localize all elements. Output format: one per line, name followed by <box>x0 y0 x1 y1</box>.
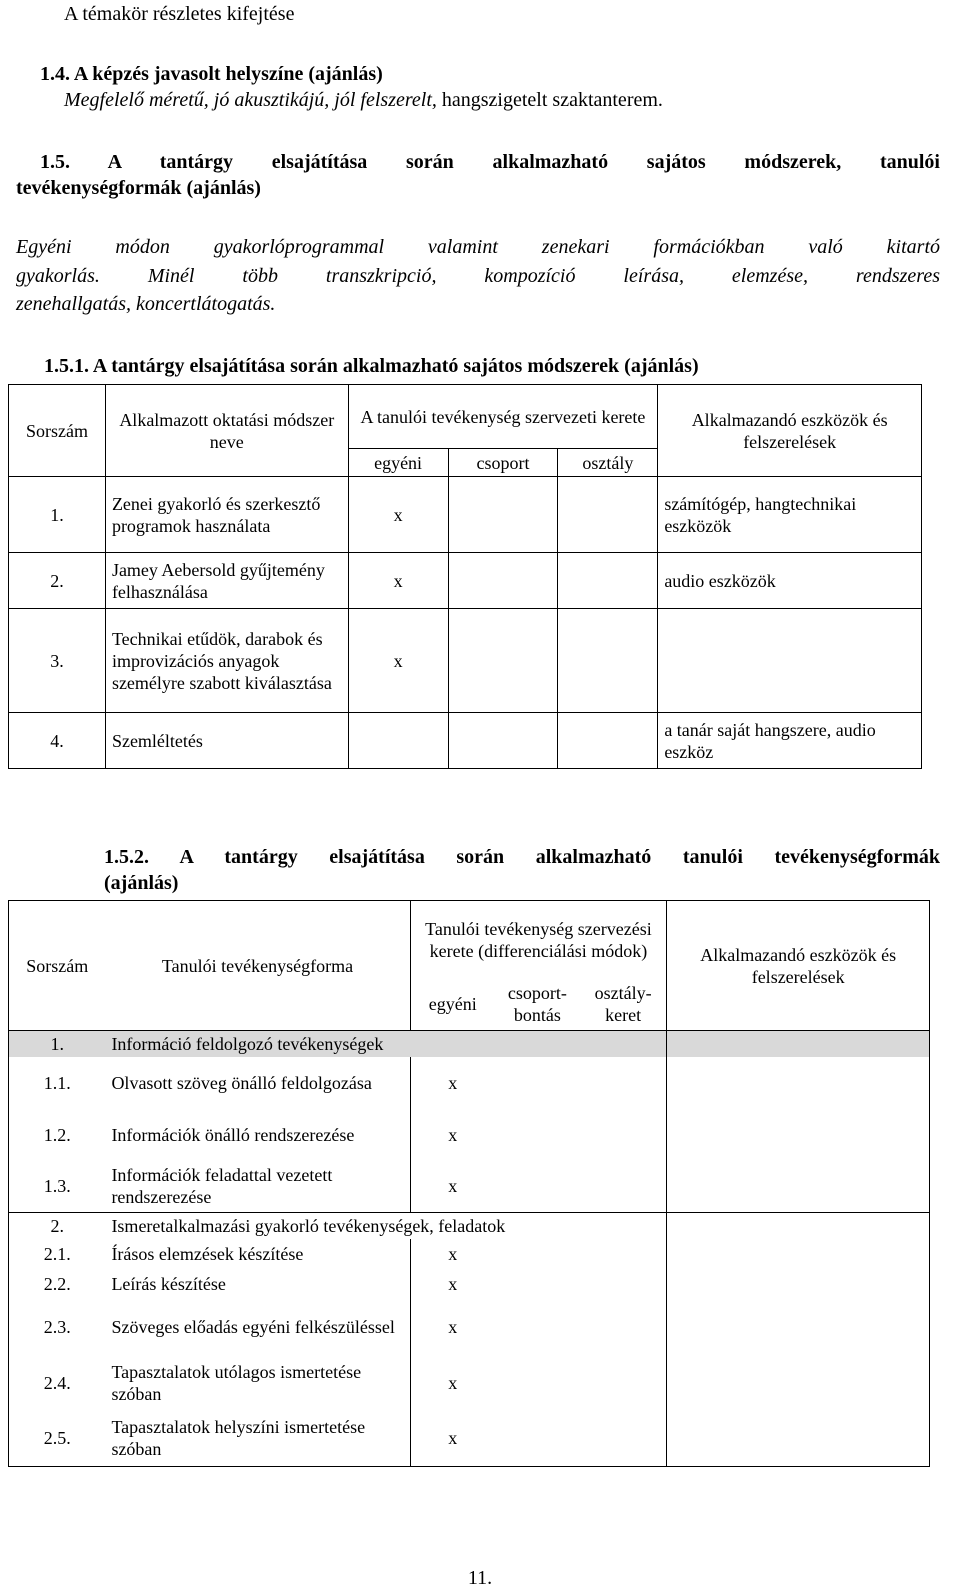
activity-forms-table <box>8 900 930 1467</box>
table-row <box>9 713 922 769</box>
row-tools <box>667 1057 930 1109</box>
row-osztalykeret <box>580 1161 667 1213</box>
section-1-4-title: 1.4. A képzés javasolt helyszíne (ajánlás) <box>40 63 383 85</box>
section-1-4-body-plain: hangszigetelt szaktanterem. <box>436 89 663 111</box>
row-csoport <box>448 553 558 609</box>
table-row <box>9 1411 930 1467</box>
methods-table <box>8 384 922 769</box>
table-1-heading: 1.5.1. A tantárgy elsajátítása során alkalmazható sajátos módszerek (ajánlás) <box>44 355 699 377</box>
header-form: Tanulói tevékenységforma <box>105 901 410 1031</box>
row-csoportbontas <box>495 1109 580 1161</box>
row-egyeni: x <box>348 477 448 553</box>
row-tools <box>667 1299 930 1355</box>
header-frame: Tanulói tevékenység szervezési kerete (differenciálási módok) <box>410 901 667 979</box>
row-tools <box>667 1269 930 1299</box>
row-osztalykeret <box>580 1239 667 1269</box>
header-sorszam: Sorszám <box>9 901 106 1031</box>
table-2-heading-line2: (ajánlás) <box>104 872 179 894</box>
row-csoportbontas <box>495 1161 580 1213</box>
table-row <box>9 1161 930 1213</box>
section-1-5-para-line3: zenehallgatás, koncertlátogatás. <box>16 293 276 315</box>
row-number: 2.2. <box>9 1269 106 1299</box>
table-2-heading-line1: 1.5.2. A tantárgy elsajátítása során alkalmazható tanulói tevékenységformák <box>104 846 940 868</box>
row-csoportbontas <box>495 1355 580 1411</box>
table-row <box>9 1269 930 1299</box>
table-row <box>9 609 922 713</box>
header-osztalykeret: osztály-keret <box>594 983 652 1026</box>
row-number: 2.3. <box>9 1299 106 1355</box>
page-number: 11. <box>467 1567 493 1589</box>
table-row <box>9 1109 930 1161</box>
row-csoport <box>448 713 558 769</box>
row-osztaly <box>558 609 658 713</box>
group-row <box>9 1031 930 1057</box>
row-number: 3. <box>9 609 106 713</box>
section-1-5-para-line1: Egyéni módon gyakorlóprogrammal valamint zenekari formációkban való kitartó <box>16 236 940 258</box>
row-number: 1.1. <box>9 1057 106 1109</box>
row-number: 1.3. <box>9 1161 106 1213</box>
row-egyeni: x <box>410 1411 495 1467</box>
row-tools: a tanár saját hangszere, audio eszköz <box>658 713 922 769</box>
row-tools <box>667 1411 930 1467</box>
row-form: Írásos elemzések készítése <box>111 1243 304 1264</box>
row-csoportbontas <box>495 1057 580 1109</box>
row-form: Információk feladattal vezetett rendszerezése <box>111 1165 333 1208</box>
row-number: 2.4. <box>9 1355 106 1411</box>
table-row <box>9 1299 930 1355</box>
row-tools <box>667 1239 930 1269</box>
row-form: Tapasztalatok utólagos ismertetése szóban <box>111 1361 362 1404</box>
header-egyeni: egyéni <box>410 979 495 1031</box>
row-tools <box>667 1031 930 1057</box>
row-egyeni <box>348 713 448 769</box>
section-1-4-body-italic: Megfelelő méretű, jó akusztikájú, jól felszerelt, <box>64 89 437 111</box>
row-osztaly <box>558 553 658 609</box>
row-osztalykeret <box>580 1355 667 1411</box>
header-osztaly: osztály <box>558 449 658 477</box>
row-tools: audio eszközök <box>658 553 922 609</box>
row-csoportbontas <box>495 1299 580 1355</box>
row-form: Szöveges előadás egyéni felkészüléssel <box>111 1316 395 1337</box>
row-egyeni: x <box>410 1355 495 1411</box>
row-tools <box>667 1355 930 1411</box>
header-method: Alkalmazott oktatási módszer neve <box>105 385 348 477</box>
row-tools <box>667 1109 930 1161</box>
table-row <box>9 553 922 609</box>
header-csoportbontas: csoport-bontás <box>507 983 567 1026</box>
row-egyeni: x <box>410 1057 495 1109</box>
row-form: Leírás készítése <box>111 1273 226 1294</box>
row-number: 2. <box>9 553 106 609</box>
row-form: Információk önálló rendszerezése <box>111 1124 355 1145</box>
header-tools: Alkalmazandó eszközök és felszerelések <box>658 385 922 477</box>
row-form: Tapasztalatok helyszíni ismertetése szóban <box>105 1411 410 1467</box>
row-number: 2.5. <box>9 1411 106 1467</box>
row-form: Ismeretalkalmazási gyakorló tevékenységek, feladatok <box>105 1213 666 1239</box>
group-row <box>9 1213 930 1239</box>
table-row <box>9 1355 930 1411</box>
row-osztaly <box>558 477 658 553</box>
row-method: Szemléltetés <box>105 713 348 769</box>
row-number: 1. <box>9 477 106 553</box>
row-csoportbontas <box>495 1239 580 1269</box>
row-egyeni: x <box>410 1161 495 1213</box>
row-egyeni: x <box>410 1109 495 1161</box>
row-osztalykeret <box>580 1269 667 1299</box>
row-osztalykeret <box>580 1299 667 1355</box>
section-1-4-body <box>64 88 663 112</box>
row-number: 2. <box>9 1213 106 1239</box>
row-method: Jamey Aebersold gyűjtemény felhasználása <box>105 553 348 609</box>
row-tools <box>667 1161 930 1213</box>
row-csoportbontas <box>495 1269 580 1299</box>
top-heading: A témakör részletes kifejtése <box>64 3 295 25</box>
row-method: Technikai etűdök, darabok és improvizációs anyagok személyre szabott kiválasztása <box>105 609 348 713</box>
header-egyeni: egyéni <box>348 449 448 477</box>
section-1-5-title-line1: 1.5. A tantárgy elsajátítása során alkalmazható sajátos módszerek, tanulói <box>40 151 940 173</box>
row-egyeni: x <box>348 553 448 609</box>
row-form: Információ feldolgozó tevékenységek <box>105 1031 666 1057</box>
row-egyeni: x <box>348 609 448 713</box>
row-csoport <box>448 609 558 713</box>
row-method: Zenei gyakorló és szerkesztő programok használata <box>105 477 348 553</box>
row-tools: számítógép, hangtechnikai eszközök <box>658 477 922 553</box>
row-csoport <box>448 477 558 553</box>
row-number: 1. <box>9 1031 106 1057</box>
header-frame: A tanulói tevékenység szervezeti kerete <box>348 385 658 449</box>
row-tools <box>667 1213 930 1239</box>
header-csoport: csoport <box>448 449 558 477</box>
header-tools: Alkalmazandó eszközök és felszerelések <box>667 901 930 1031</box>
row-number: 4. <box>9 713 106 769</box>
row-number: 1.2. <box>9 1109 106 1161</box>
row-csoportbontas <box>495 1411 580 1467</box>
row-egyeni: x <box>410 1239 495 1269</box>
row-egyeni: x <box>410 1299 495 1355</box>
table-row <box>9 1239 930 1269</box>
section-1-5-title-line2: tevékenységformák (ajánlás) <box>16 177 261 199</box>
row-form: Olvasott szöveg önálló feldolgozása <box>111 1072 372 1093</box>
section-1-5-para-line2: gyakorlás. Minél több transzkripció, kompozíció leírása, elemzése, rendszeres <box>16 265 940 287</box>
row-egyeni: x <box>410 1269 495 1299</box>
row-osztalykeret <box>580 1057 667 1109</box>
row-osztaly <box>558 713 658 769</box>
row-number: 2.1. <box>9 1239 106 1269</box>
table-row <box>9 1057 930 1109</box>
table-row <box>9 477 922 553</box>
row-osztalykeret <box>580 1109 667 1161</box>
row-tools <box>658 609 922 713</box>
row-osztalykeret <box>580 1411 667 1467</box>
header-sorszam: Sorszám <box>9 385 106 477</box>
